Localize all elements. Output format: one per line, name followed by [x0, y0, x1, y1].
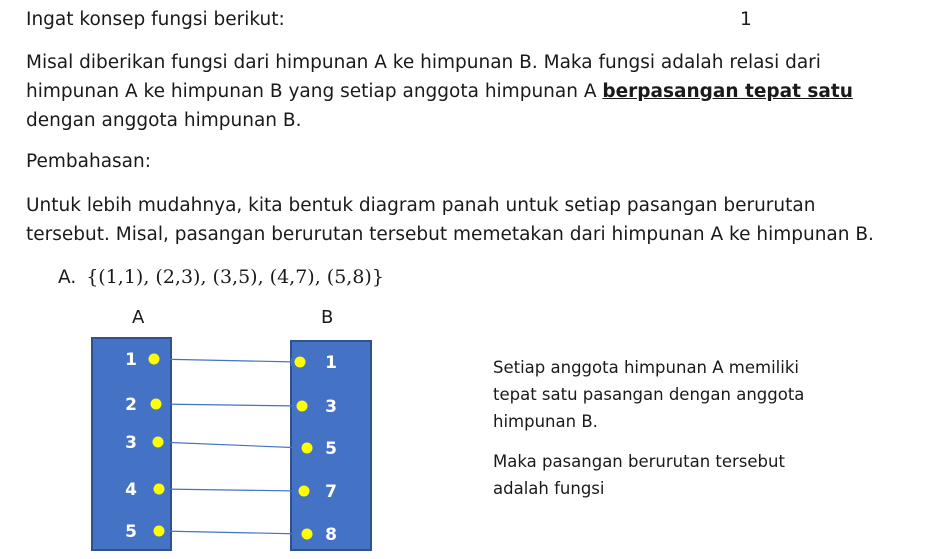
page-number: 1 [740, 9, 752, 30]
set-a-element: 4 [125, 480, 137, 500]
arrow-line [159, 531, 305, 534]
set-b-element: 8 [325, 525, 337, 545]
set-b-element: 7 [325, 482, 337, 502]
set-a-element: 3 [125, 433, 137, 453]
intro-text: Ingat konsep fungsi berikut: [26, 9, 285, 30]
definition-line-2-text: himpunan A ke himpunan B yang setiap anggota himpunan A [26, 81, 603, 102]
set-b-element: 3 [325, 397, 337, 417]
arrow-line [158, 442, 305, 448]
explanation-line-2: tersebut. Misal, pasangan berurutan tersebut memetakan dari himpunan A ke himpunan B. [26, 224, 874, 245]
set-a-element: 1 [125, 350, 137, 370]
side-note-1 [493, 354, 804, 435]
definition-line-1: Misal diberikan fungsi dari himpunan A ke himpunan B. Maka fungsi adalah relasi dari [26, 52, 821, 73]
set-a-dot [154, 526, 165, 537]
side-note-2-line-1: Maka pasangan berurutan tersebut [493, 452, 785, 471]
set-b-dot [302, 443, 313, 454]
set-a-element: 5 [125, 522, 137, 542]
set-b-label: B [321, 307, 334, 328]
arrow-line [159, 489, 302, 491]
definition-emphasis: berpasangan tepat satu [602, 81, 853, 102]
set-b-element: 1 [325, 353, 337, 373]
explanation-line-1: Untuk lebih mudahnya, kita bentuk diagram panah untuk setiap pasangan berurutan [26, 195, 816, 216]
side-note-2 [493, 448, 785, 502]
set-b-dot [299, 486, 310, 497]
set-a-dot [153, 437, 164, 448]
set-b-dot [302, 529, 313, 540]
set-a-element: 2 [125, 395, 137, 415]
arrow-line [154, 359, 298, 362]
side-note-2-line-2: adalah fungsi [493, 479, 605, 498]
set-b-element: 5 [325, 439, 337, 459]
set-a-dot [151, 399, 162, 410]
option-a-label: A. [58, 267, 77, 288]
arrow-line [156, 404, 300, 406]
side-note-1-line-3: himpunan B. [493, 412, 598, 431]
set-a-label: A [132, 307, 145, 328]
set-b-dot [295, 357, 306, 368]
definition-line-3: dengan anggota himpunan B. [26, 110, 302, 131]
side-note-1-line-1: Setiap anggota himpunan A memiliki [493, 358, 799, 377]
option-a-set: {(1,1), (2,3), (3,5), (4,7), (5,8)} [86, 266, 384, 288]
side-note-1-line-2: tepat satu pasangan dengan anggota [493, 385, 805, 404]
pembahasan-heading: Pembahasan: [26, 151, 151, 172]
set-a-dot [149, 354, 160, 365]
set-a-dot [154, 484, 165, 495]
set-b-dot [297, 401, 308, 412]
